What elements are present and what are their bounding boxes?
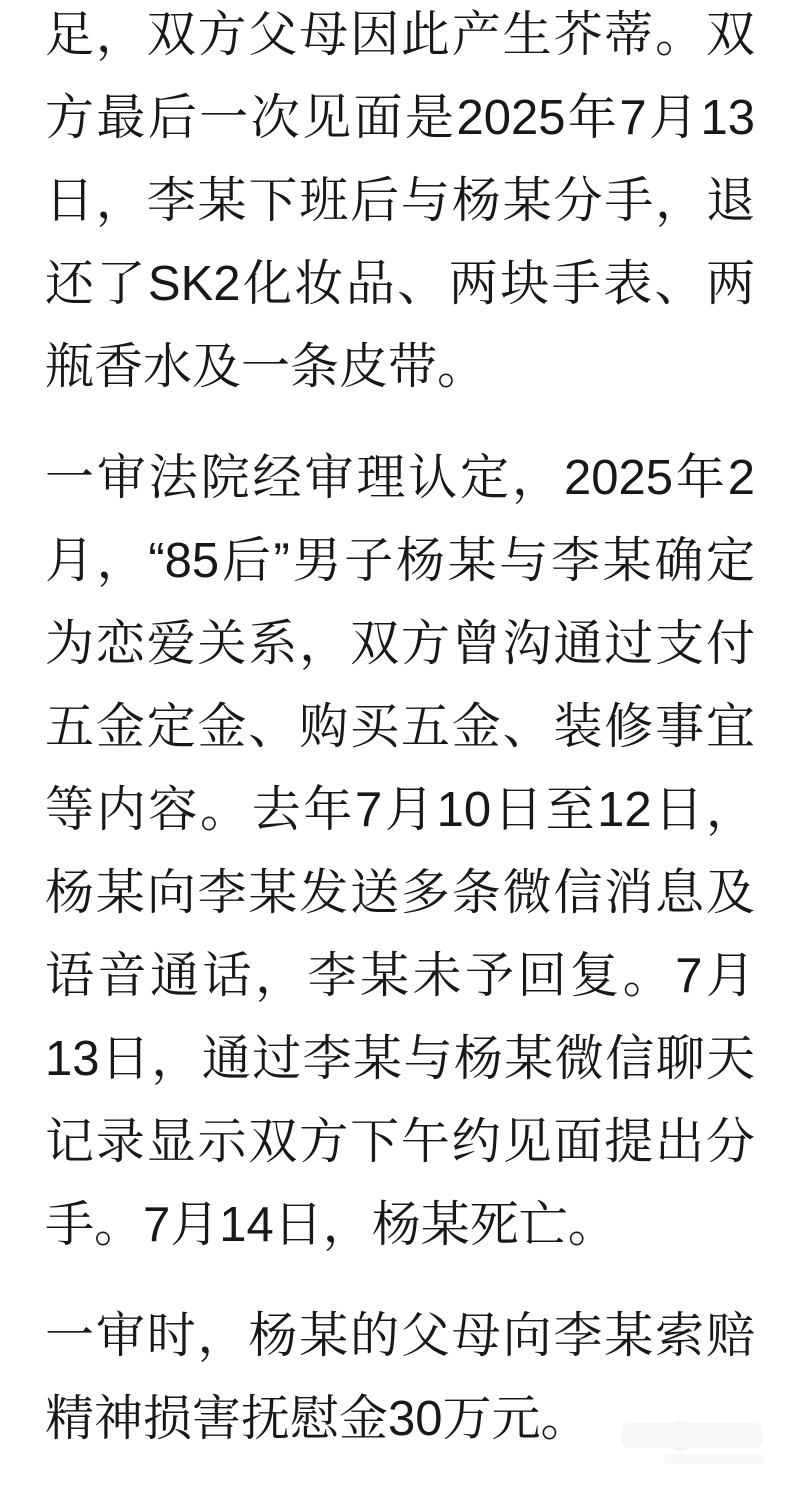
article-body xyxy=(45,0,755,1489)
text-line: 一审法院经审理认定，2025年2 xyxy=(45,451,755,505)
text-line: 13日，通过李某与杨某微信聊天 xyxy=(45,1032,755,1086)
text-line: 为恋爱关系，双方曾沟通过支付 xyxy=(45,617,755,671)
paragraph xyxy=(45,1295,755,1461)
text-line: 杨某向李某发送多条微信消息及 xyxy=(45,866,755,920)
paragraph xyxy=(45,0,755,409)
text-line: 方最后一次见面是2025年7月13 xyxy=(45,91,755,145)
text-line: 日，李某下班后与杨某分手，退 xyxy=(45,174,755,228)
text-line: 还了SK2化妆品、两块手表、两 xyxy=(45,257,755,311)
paragraph xyxy=(45,437,755,1267)
text-line: 月，“85后”男子杨某与李某确定 xyxy=(45,534,755,588)
text-line: 等内容。去年7月10日至12日， xyxy=(45,783,755,837)
text-line: 一审时，杨某的父母向李某索赔 xyxy=(45,1309,755,1363)
text-line: 瓶香水及一条皮带。 xyxy=(45,340,487,394)
text-line: 记录显示双方下午约见面提出分 xyxy=(45,1115,755,1169)
text-line: 五金定金、购买五金、装修事宜 xyxy=(45,700,755,754)
text-line: 语音通话，李某未予回复。7月 xyxy=(45,949,755,1003)
text-line: 精神损害抚慰金30万元。 xyxy=(45,1392,590,1446)
text-line: 足，双方父母因此产生芥蒂。双 xyxy=(45,8,755,62)
text-line: 手。7月14日，杨某死亡。 xyxy=(45,1198,617,1252)
